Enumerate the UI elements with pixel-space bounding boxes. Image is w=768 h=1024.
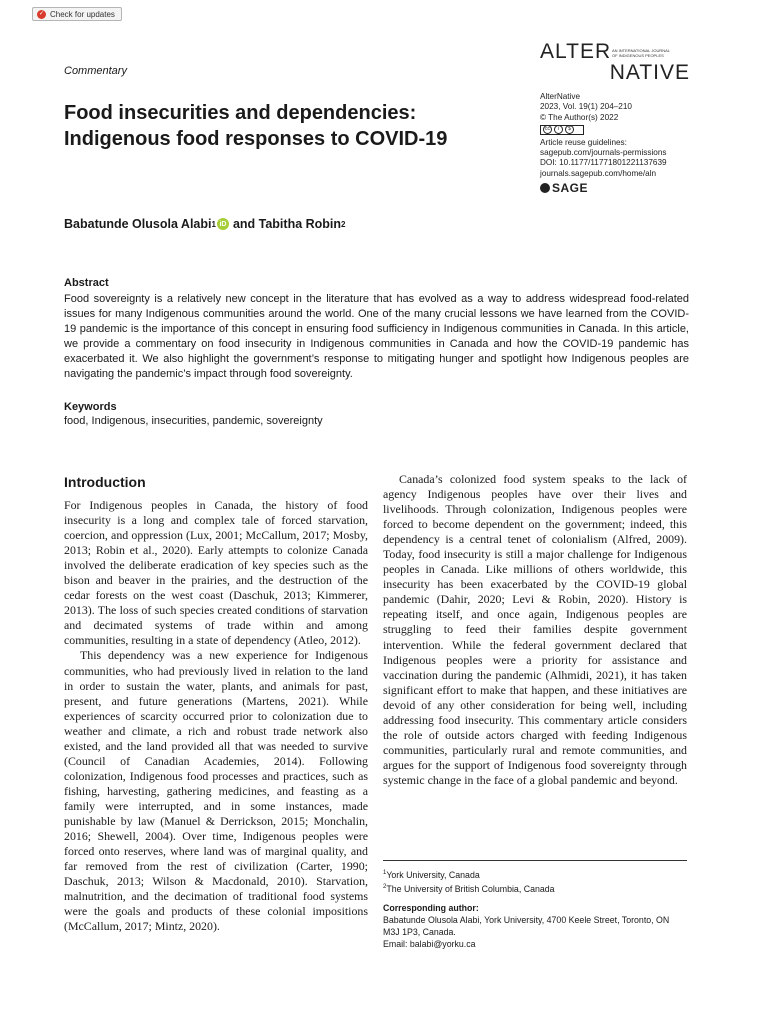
author-1-affiliation: 1	[211, 219, 216, 229]
orcid-icon[interactable]: iD	[217, 218, 229, 230]
sage-icon	[540, 183, 550, 193]
affiliation-2-number: 2	[383, 884, 387, 891]
check-updates-icon: ✓	[38, 11, 45, 17]
logo-alter: ALTER	[540, 40, 612, 63]
journal-link[interactable]: journals.sagepub.com/home/aln	[540, 168, 657, 178]
author-line	[64, 217, 345, 231]
cc-icon: cc	[545, 126, 550, 133]
journal-logo	[540, 40, 690, 82]
volume-info: 2023, Vol. 19(1) 204–210	[540, 102, 632, 112]
reuse-link[interactable]: sagepub.com/journals-permissions	[540, 148, 667, 158]
corresponding-author	[383, 902, 687, 950]
publisher-name: SAGE	[552, 181, 589, 196]
body-paragraph: Canada’s colonized food system speaks to the lack of agency Indigenous peoples have over their lives and livelihoods. Through colonization, Indigenous peoples were forced to become dependent on the government; indeed, this dependency is a central tenet of colonialism (Alfred, 2009). Today, food insecurity is still a major challenge for Indigenous peoples in Canada. Like millions of others worldwide, this insecurity has been exacerbated by the COVID-19 global pandemic (Dahir, 2020; Levi & Robin, 2020). History is repeating itself, and once again, Indigenous peoples are struggling to feed their families despite government intervention. While the federal government declared that Indigenous peoples were a priority for assistance and vaccination during the pandemic (Alhmidi, 2021), it has taken significant effort to make that happen, and these initiatives are devoid of any other consideration for being well, including addressing food insecurity. This commentary article considers the role of outside actors charged with feeding Indigenous communities, particularly rural and remote communities, and argues for the support of Indigenous food sovereignty through systemic change in the face of a global pandemic and beyond.	[383, 472, 687, 787]
corresponding-label: Corresponding author:	[383, 903, 479, 913]
section-label: Commentary	[64, 65, 127, 77]
sage-logo	[540, 181, 720, 196]
abstract-heading: Abstract	[64, 277, 109, 289]
copyright: © The Author(s) 2022	[540, 112, 619, 122]
body-paragraph: For Indigenous peoples in Canada, the history of food insecurity is a long and complex tale of forced starvation, coercion, and oppression (Lux, 2001; McCallum, 2017; Mosby, 2013; Robin et al., 2020). Early attempts to colonize Canada involved the deliberate eradication of key species such as the bison and beaver in the prairies, and the destruction of the cedar forests on the west coast (Daschuk, 2013; Kimmerer, 2013). The loss of such species created conditions of starvation and decimated systems of trade within and among communities, resulting in a state of dependency (Atleo, 2012).	[64, 498, 368, 648]
keywords-heading: Keywords	[64, 401, 117, 413]
affiliation-1-number: 1	[383, 870, 387, 876]
footnote-divider	[383, 860, 687, 861]
logo-native: NATIVE	[609, 61, 690, 84]
creative-commons-icon[interactable]	[540, 125, 584, 135]
journal-name: AlterNative	[540, 92, 581, 101]
keywords-list: food, Indigenous, insecurities, pandemic, sovereignty	[64, 415, 323, 427]
doi[interactable]: DOI: 10.1177/11771801221137639	[540, 158, 667, 168]
introduction-heading: Introduction	[64, 474, 146, 490]
corresponding-address: Babatunde Olusola Alabi, York University, 4700 Keele Street, Toronto, ON M3J 1P3, Canada.	[383, 915, 670, 937]
affiliation-2	[383, 881, 687, 895]
affiliation-1	[383, 867, 687, 881]
body-column-left	[64, 498, 368, 934]
check-for-updates-label: Check for updates	[50, 9, 115, 19]
corresponding-email[interactable]: Email: balabi@yorku.ca	[383, 939, 476, 949]
affiliation-1-text: York University, Canada	[386, 869, 480, 880]
author-2-affiliation: 2	[341, 219, 346, 229]
abstract-text: Food sovereignty is a relatively new concept in the literature that has evolved as a way to address widespread food-related issues for many Indigenous communities around the world. One of the many crucial lessons we have learned from the COVID-19 pandemic is the importance of this concept in ensuring food sufficiency in Indigenous communities in Canada. In this article, we provide a commentary on food insecurity in Indigenous communities in Canada and how the COVID-19 pandemic has exacerbated it. We also highlight the government’s response to mitigating hunger and spotlight how Indigenous peoples are navigating the pandemic’s impact through food sovereignty.	[64, 293, 689, 381]
logo-tagline: AN INTERNATIONAL JOURNAL OF INDIGENOUS PEOPLES	[612, 48, 670, 58]
author-1[interactable]: Babatunde Olusola Alabi	[64, 217, 212, 231]
affiliations	[383, 867, 687, 896]
body-column-right	[383, 472, 687, 788]
check-for-updates-button[interactable]	[32, 7, 122, 21]
body-paragraph: This dependency was a new experience for Indigenous communities, who had previously lived in relation to the land in order to sustain the water, plants, and animals for past, present, and future generations (Martens, 2021). While experiences of scarcity occurred prior to colonization due to weather and climate, a rich and robust trade network also existed, and the land provided all that was needed to survive (Council of Canadian Academies, 2014). Following colonization, Indigenous food processes and practices, such as fishing, harvesting, gathering medicines, and feasting as a family were interrupted, and in some instances, made punishable by law (Manuel & Derrickson, 2015; Monchalin, 2016; Shewell, 2004). Over time, Indigenous peoples were forced onto reserves, where land was of marginal quality, and far removed from the rest of civilization (Carter, 1990; Daschuk, 2013; Wilson & Macdonald, 2010). Starvation, malnutrition, and the decimation of traditional food systems were the goals and products of these colonial impositions (McCallum, 2017; Mintz, 2020).	[64, 648, 368, 934]
affiliation-2-text: The University of British Columbia, Canada	[386, 884, 555, 895]
article-title: Food insecurities and dependencies: Indigenous food responses to COVID-19	[64, 102, 448, 150]
author-2[interactable]: and Tabitha Robin	[232, 217, 342, 231]
attribution-icon: i	[554, 125, 563, 134]
reuse-label: Article reuse guidelines:	[540, 137, 627, 147]
article-metadata	[540, 92, 720, 196]
noncommercial-icon: $	[565, 125, 574, 134]
